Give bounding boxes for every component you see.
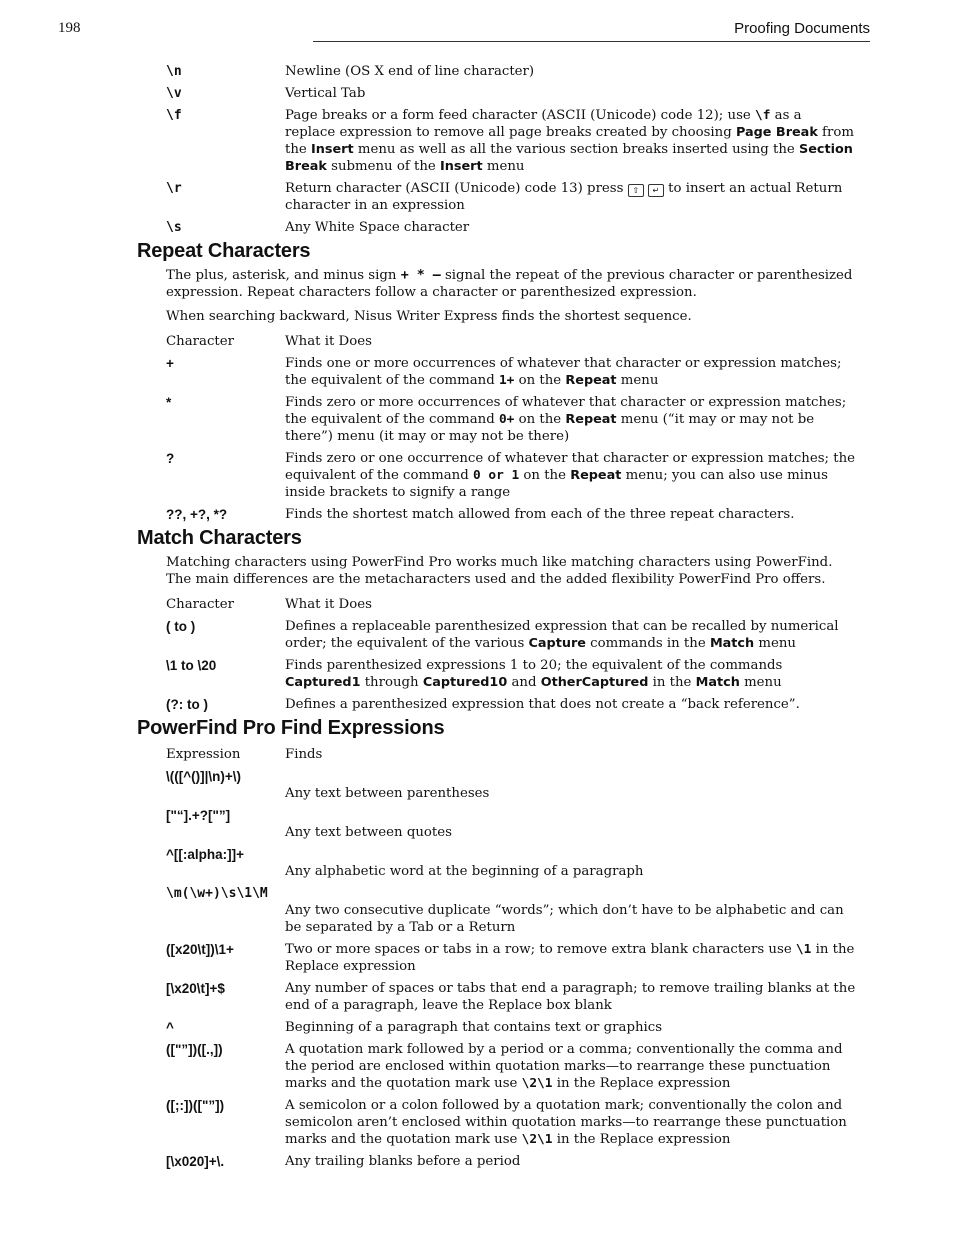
inline-code: \1 — [795, 942, 812, 957]
expression-term: ^ — [166, 1020, 174, 1035]
escape-term: \r — [166, 181, 182, 196]
menu-name: Captured1 — [285, 675, 361, 690]
expression-desc: Any number of spaces or tabs that end a paragraph; to remove trailing blanks at the end of a paragraph, leave the Replace box blank — [285, 981, 856, 1013]
repeat-desc: Finds the shortest match allowed from each of the three repeat characters. — [285, 507, 795, 522]
expression-desc: Any trailing blanks before a period — [285, 1154, 521, 1169]
menu-name: Repeat — [565, 373, 617, 388]
expression-desc: Any text between parentheses — [285, 786, 490, 801]
menu-name: Match — [695, 675, 740, 690]
escape-desc: Newline (OS X end of line character) — [285, 64, 535, 79]
page-number: 198 — [58, 20, 81, 36]
header-rule — [313, 41, 870, 42]
section-heading-expressions: PowerFind Pro Find Expressions — [137, 717, 445, 739]
menu-name: Insert — [311, 142, 354, 157]
menu-name: Section Break — [285, 142, 853, 174]
expression-term: ^[[:alpha:]]+ — [166, 847, 245, 862]
expression-desc: Beginning of a paragraph that contains text or graphics — [285, 1020, 663, 1035]
escape-term: \s — [166, 220, 182, 235]
menu-name: Match — [709, 636, 755, 651]
expression-desc: A semicolon or a colon followed by a quotation mark; conventionally the colon and semicolon aren’t enclosed within quotation marks—to rearrange these punctuation marks and the quotation mark use \2\1 in the Replace expression — [285, 1098, 847, 1147]
escape-desc: Page breaks or a form feed character (ASCII (Unicode) code 12); use \f as a replace expression to remove all page breaks created by choosing Page Break from the Insert menu as well as all the various section breaks inserted using the Section Break submenu of the Insert menu — [285, 108, 854, 174]
escape-desc: Vertical Tab — [285, 86, 366, 101]
match-term: ( to ) — [166, 619, 196, 634]
escape-term: \n — [166, 64, 182, 79]
menu-name: Capture — [528, 636, 586, 651]
escape-term: \v — [166, 86, 182, 101]
repeat-term: ??, +?, *? — [166, 507, 228, 522]
menu-name: Insert — [440, 159, 483, 174]
inline-code: 0 or 1 — [472, 468, 520, 483]
repeat-term: + — [166, 356, 174, 371]
menu-name: Repeat — [570, 468, 622, 483]
expression-term: [\x020]+\. — [166, 1154, 225, 1169]
match-intro: Matching characters using PowerFind Pro works much like matching characters using PowerFind. The main differences are the metacharacters used and the added flexibility PowerFind Pro offers. — [166, 555, 833, 587]
column-header-term: Character — [166, 597, 234, 612]
expression-term: ["“].+?["”] — [166, 808, 231, 823]
repeat-intro-2: When searching backward, Nisus Writer Express finds the shortest sequence. — [166, 309, 692, 324]
expression-term: \m(\w+)\s\1\M — [166, 886, 268, 901]
repeat-intro: The plus, asterisk, and minus sign + * – signal the repeat of the previous character or parenthesized expression. Repeat characters follow a character or parenthesized expression. — [166, 268, 853, 300]
escape-desc: Return character (ASCII (Unicode) code 13) press ⇧ ↵ to insert an actual Return character in an expression — [285, 181, 843, 213]
expression-desc: Any text between quotes — [285, 825, 452, 840]
expression-term: ([;:])(["”]) — [166, 1098, 225, 1113]
match-desc: Finds parenthesized expressions 1 to 20; the equivalent of the commands Captured1 through Captured10 and OtherCaptured in the Match menu — [285, 658, 783, 690]
menu-name: Repeat — [565, 412, 617, 427]
expression-desc: Any two consecutive duplicate “words”; which don’t have to be alphabetic and can be separated by a Tab or a Return — [285, 903, 844, 935]
inline-code: \2\1 — [521, 1132, 553, 1147]
repeat-desc: Finds zero or more occurrences of whatever that character or expression matches; the equivalent of the command 0+ on the Repeat menu (“it may or may not be there”) menu (it may or may not be there) — [285, 395, 847, 444]
inline-code: 1+ — [498, 373, 515, 388]
match-desc: Defines a parenthesized expression that does not create a “back reference”. — [285, 697, 800, 712]
escape-term: \f — [166, 108, 182, 123]
inline-code: \f — [755, 108, 771, 123]
repeat-term: ? — [166, 451, 175, 466]
expression-term: \(([^()]|\n)+\) — [166, 769, 242, 784]
menu-name: OtherCaptured — [540, 675, 649, 690]
repeat-term: * — [166, 395, 172, 410]
column-header-desc: What it Does — [285, 597, 372, 612]
match-term: \1 to \20 — [166, 658, 217, 673]
match-term: (?: to ) — [166, 697, 208, 712]
repeat-desc: Finds zero or one occurrence of whatever that character or expression matches; the equivalent of the command 0 or 1 on the Repeat menu; you can also use minus inside brackets to signify a range — [285, 451, 856, 500]
column-header-term: Expression — [166, 747, 241, 762]
expression-desc: Any alphabetic word at the beginning of a paragraph — [285, 864, 644, 879]
expression-desc: Two or more spaces or tabs in a row; to remove extra blank characters use \1 in the Replace expression — [285, 942, 855, 974]
expression-desc: A quotation mark followed by a period or a comma; conventionally the comma and the period are enclosed within quotation marks—to rearrange these punctuation marks and the quotation mark use \2\1 in the Replace expression — [285, 1042, 843, 1091]
menu-name: Page Break — [735, 125, 818, 140]
match-desc: Defines a replaceable parenthesized expression that can be recalled by numerical order; the equivalent of the various Capture commands in the Match menu — [285, 619, 839, 651]
section-heading-repeat: Repeat Characters — [137, 240, 311, 262]
column-header-term: Character — [166, 334, 234, 349]
column-header-desc: Finds — [285, 747, 323, 762]
expression-term: (["”])([.,]) — [166, 1042, 223, 1057]
inline-code: + * – — [400, 268, 441, 283]
section-heading-match: Match Characters — [137, 527, 302, 549]
column-header-desc: What it Does — [285, 334, 372, 349]
key-icon: ↵ — [648, 184, 664, 197]
menu-name: Captured10 — [422, 675, 508, 690]
expression-term: ([x20\t])\1+ — [166, 942, 234, 957]
running-head: Proofing Documents — [734, 20, 870, 37]
key-icon: ⇧ — [628, 184, 644, 197]
expression-term: [\x20\t]+$ — [166, 981, 225, 996]
escape-desc: Any White Space character — [285, 220, 470, 235]
inline-code: 0+ — [498, 412, 515, 427]
repeat-desc: Finds one or more occurrences of whatever that character or expression matches; the equivalent of the command 1+ on the Repeat menu — [285, 356, 842, 388]
inline-code: \2\1 — [521, 1076, 553, 1091]
